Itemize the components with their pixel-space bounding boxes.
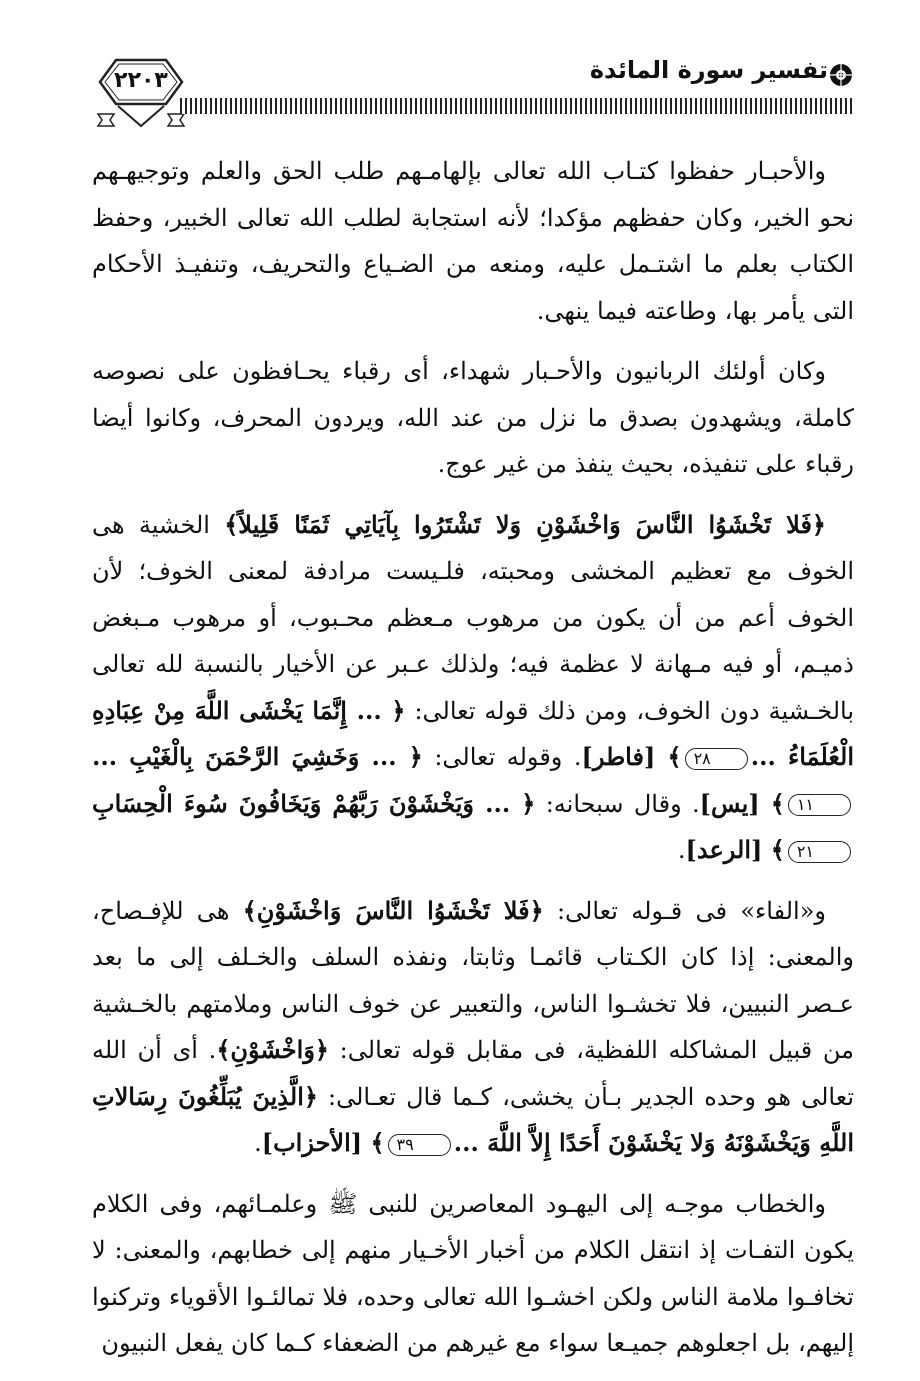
body-text-run: والخطاب موجـه إلى اليهـود المعاصرين للنبى ﷺ وعلمـائهم، وفى الكلام يكون التفـات إذ انتقل الكلام من أخبار الأخـيار منهم إلى خطابهم، والمعنى: لا تخافـوا ملامة الناس ولكن اخشـوا الله تعالى وحده، فلا تمالئـوا الأقوياء وتركنوا إليهم، بل اجعلوهم جميـعا سواء مع غيرهم من الضعفاء كـما كان يفعل النبيون	[92, 1189, 854, 1357]
paragraph	[92, 502, 854, 874]
quran-verse: ﴿وَاخْشَوْنِ﴾	[216, 1035, 329, 1064]
quran-verse: ﴿فَلا تَخْشَوُا النَّاسَ وَاخْشَوْنِ وَلا تَشْتَرُوا بِآيَاتِي ثَمَنًا قَلِيلاً﴾	[224, 509, 826, 539]
paragraph	[92, 888, 854, 1167]
page-number-badge	[92, 52, 190, 132]
body-text-run: .	[254, 1129, 262, 1157]
verse-close-bracket: ﴾	[770, 788, 785, 818]
flower-ornament-icon	[828, 62, 854, 88]
body-text-run: . وقال سبحانه:	[535, 789, 700, 818]
surah-reference: [الرعد]	[685, 835, 771, 864]
page-number: ٢٢٠٣	[114, 68, 168, 93]
paragraph	[92, 148, 854, 334]
ayah-number-marker: ٢١	[788, 841, 851, 863]
body-text-run: و«الفاء» فى قـوله تعالى:	[543, 896, 826, 925]
page-header	[0, 0, 920, 150]
paragraph	[92, 1181, 854, 1367]
surah-reference: [فاطر]	[581, 742, 668, 771]
body-text	[92, 148, 854, 1381]
surah-reference: [يس]	[699, 788, 771, 818]
verse-close-bracket: ﴾	[370, 1128, 385, 1157]
body-text-run: . أى أن الله تعالى هو وحده الجدير بـأن يخشى، كـما قال تعـالى:	[92, 1036, 854, 1111]
body-text-run: .	[677, 836, 686, 864]
quran-verse: ﴿ ... وَيَخْشَوْنَ رَبَّهُمْ وَيَخَافُونَ سُوءَ الْحِسَابِ	[92, 788, 536, 818]
surah-title: تفسير سورة المائدة	[589, 56, 828, 84]
quran-verse: ﴿ ... وَخَشِيَ الرَّحْمَنَ بِالْغَيْبِ ...	[92, 742, 423, 771]
body-text-run: والأحبـار حفظوا كتـاب الله تعالى بإلهامـهم طلب الحق والعلم وتوجيهـهم نحو الخير، وكان حفظهم مؤكدا؛ لأنه استجابة لطلب الله تعالى الخبير، وحفظ الكتاب بعلم ما اشتـمل عليه، ومنعه من الضـياع والتحريف، وتنفيـذ الأحكام التى يأمر بها، وطاعته فيما ينهى.	[92, 157, 854, 325]
quran-verse: ﴿الَّذِينَ يُبَلِّغُونَ رِسَالاتِ اللَّهِ وَيَخْشَوْنَهُ وَلا يَخْشَوْنَ أَحَدًا إِلاَّ اللَّهَ ...	[92, 1081, 854, 1157]
verse-close-bracket: ﴾	[667, 742, 682, 771]
body-text-run: . وقوله تعالى:	[422, 743, 582, 771]
quran-verse: ﴿فَلا تَخْشَوُا النَّاسَ وَاخْشَوْنِ﴾	[242, 895, 544, 925]
surah-reference: [الأحزاب]	[261, 1128, 371, 1157]
ayah-number-marker: ١١	[788, 794, 851, 816]
body-text-run: هى للإفـصاح، والمعنى: إذا كان الكـتاب قائمـا وثابتا، ونفذه السلف والخـلف إلى ما بعد عـصر النبيين، فلا تخشـوا الناس، والتعبير عن خوف الناس وملامتهم بالخـشية من قبيل المشاكله اللفظية، فى مقابل قوله تعالى:	[92, 896, 854, 1064]
quran-verse: ﴿ ... إِنَّمَا يَخْشَى اللَّهَ مِنْ عِبَادِهِ الْعُلَمَاءُ ...	[92, 695, 854, 771]
verse-close-bracket: ﴾	[770, 835, 785, 864]
body-text-run: الخشية هى الخوف مع تعظيم المخشى ومحبته، فلـيست مرادفة لمعنى الخوف؛ لأن الخوف أعم من أن يكون من مرهوب مـعظم محـبوب، أو مرهوب مـبغض ذميـم، أو فيه مـهانة لا عظمة فيه؛ ولذلك عـبر عن الأخيار بالنسبة لله تعالى بالخـشية دون الخوف، ومن ذلك قوله تعالى:	[92, 510, 855, 725]
header-rule	[180, 98, 853, 114]
ayah-number-marker: ٢٨	[685, 748, 748, 770]
paragraph	[92, 348, 854, 488]
ayah-number-marker: ٣٩	[388, 1134, 451, 1156]
body-text-run: وكان أولئك الربانيون والأحـبار شهداء، أى رقباء يحـافظون على نصوصه كاملة، ويشهدون بصدق ما نزل من عند الله، ويردون المحرف، وكانوا أيضا رقباء على تنفيذه، بحيث ينفذ من غير عوج.	[92, 357, 854, 478]
